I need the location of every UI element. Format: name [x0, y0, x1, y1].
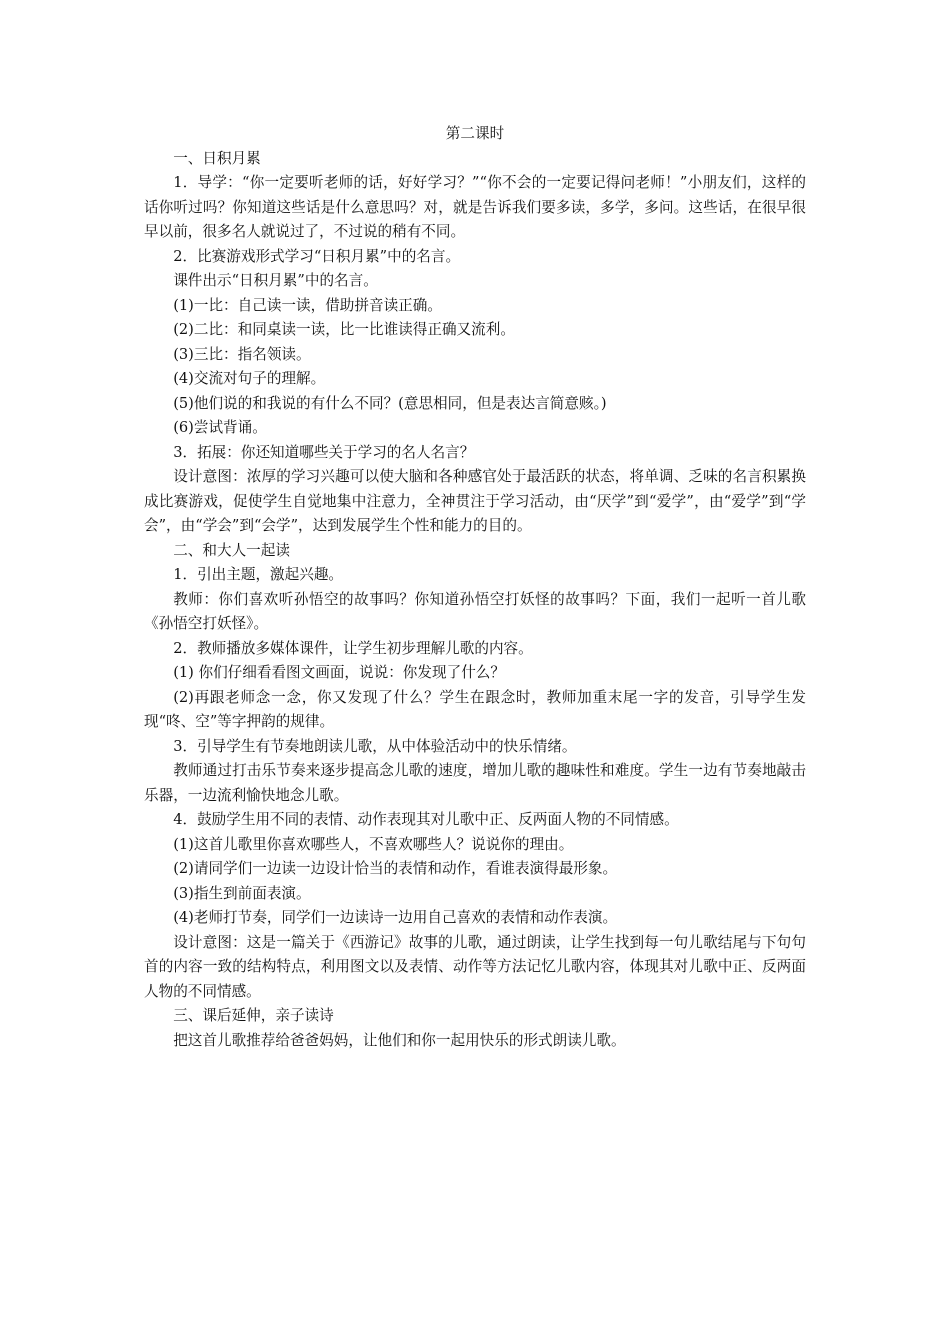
section-heading-2: 二、和大人一起读	[173, 541, 290, 559]
paragraph: 教师通过打击乐节奏来逐步提高念儿歌的速度，增加儿歌的趣味性和难度。学生一边有节奏地敲击乐器，一边流利愉快地念儿歌。	[144, 762, 806, 804]
list-item: (1) 你们仔细看看图文画面，说说：你发现了什么？	[173, 664, 505, 681]
list-item: (2)二比：和同桌读一读，比一比谁读得正确又流利。	[173, 321, 515, 338]
list-item: (3)三比：指名领读。	[173, 345, 311, 363]
section-heading-1: 一、日积月累	[173, 149, 261, 167]
paragraph: 1．导学：“你一定要听老师的话，好好学习？”“你不会的一定要记得问老师！”小朋友们，这样的话你听过吗？你知道这些话是什么意思吗？对，就是告诉我们要多读，多学，多问。这些话，在很早很早以前，很多名人就说过了，不过说的稍有不同。	[144, 174, 806, 240]
list-item: (4)老师打节奏，同学们一边读诗一边用自己喜欢的表情和动作表演。	[173, 909, 618, 926]
list-item: (3)指生到前面表演。	[173, 884, 311, 902]
list-item: (5)他们说的和我说的有什么不同？(意思相同，但是表达言简意赅。)	[173, 394, 607, 412]
paragraph: 4．鼓励学生用不同的表情、动作表现其对儿歌中正、反两面人物的不同情感。	[173, 811, 679, 828]
paragraph: 2．比赛游戏形式学习“日积月累”中的名言。	[173, 247, 461, 265]
paragraph: 3．拓展：你还知道哪些关于学习的名人名言？	[173, 443, 475, 461]
list-item: (2)再跟老师念一念，你又发现了什么？学生在跟念时，教师加重末尾一字的发音，引导学生发现“咚、空”等字押韵的规律。	[144, 688, 806, 730]
paragraph: 把这首儿歌推荐给爸爸妈妈，让他们和你一起用快乐的形式朗读儿歌。	[173, 1031, 626, 1049]
section-heading-3: 三、课后延伸，亲子读诗	[173, 1007, 334, 1024]
paragraph: 3．引导学生有节奏地朗读儿歌，从中体验活动中的快乐情绪。	[173, 737, 577, 755]
list-item: (6)尝试背诵。	[173, 419, 267, 436]
paragraph: 1．引出主题，激起兴趣。	[173, 566, 344, 583]
list-item: (4)交流对句子的理解。	[173, 370, 326, 387]
design-intent: 设计意图：这是一篇关于《西游记》故事的儿歌，通过朗读，让学生找到每一句儿歌结尾与下句句首的内容一致的结构特点，利用图文以及表情、动作等方法记忆儿歌内容，体现其对儿歌中正、反两面人物的不同情感。	[144, 933, 806, 1000]
paragraph: 2．教师播放多媒体课件，让学生初步理解儿歌的内容。	[173, 639, 533, 657]
document-page	[144, 122, 806, 1053]
list-item: (2)请同学们一边读一边设计恰当的表情和动作，看谁表演得最形象。	[173, 860, 618, 877]
design-intent: 设计意图：浓厚的学习兴趣可以使大脑和各种感官处于最活跃的状态，将单调、乏味的名言积累换成比赛游戏，促使学生自觉地集中注意力，全神贯注于学习活动，由“厌学”到“爱学”，由“爱学”到“学会”，由“学会”到“会学”，达到发展学生个性和能力的目的。	[144, 468, 806, 534]
paragraph: 课件出示“日积月累”中的名言。	[173, 272, 378, 289]
paragraph: 教师：你们喜欢听孙悟空的故事吗？你知道孙悟空打妖怪的故事吗？下面，我们一起听一首儿歌《孙悟空打妖怪》。	[144, 590, 806, 632]
lesson-title: 第二课时	[445, 125, 505, 142]
list-item: (1)这首儿歌里你喜欢哪些人，不喜欢哪些人？说说你的理由。	[173, 835, 574, 853]
list-item: (1)一比：自己读一读，借助拼音读正确。	[173, 296, 442, 314]
